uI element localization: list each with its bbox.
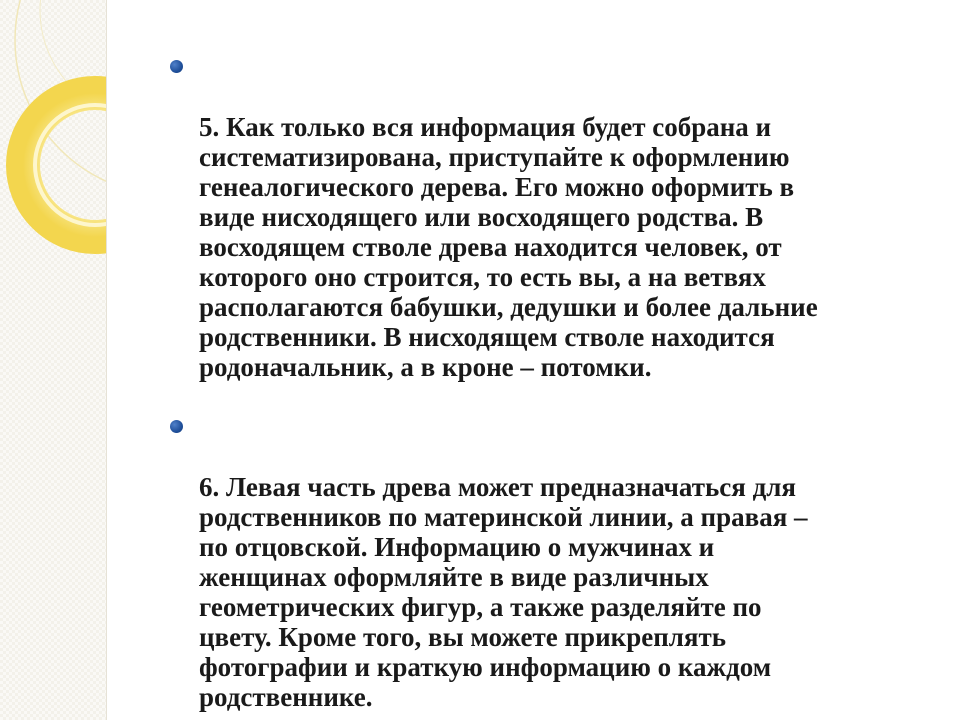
ring-decoration: [0, 0, 106, 720]
decorative-sidebar: [0, 0, 106, 720]
bullet-icon: [170, 60, 183, 73]
bullet-item-5: [170, 52, 930, 382]
slide-content: [170, 52, 930, 720]
bullet-item-empty: [170, 714, 930, 720]
bullet-text: 6. Левая часть древа может предназначаться для родственников по материнской линии, а правая – по отцовской. Информацию о мужчинах и женщинах оформляйте в виде различных геометрических фигур, а также разделяйте по цвету. Кроме того, вы можете прикреплять фотографии и краткую информацию о каждом родственнике.: [199, 472, 808, 712]
bullet-icon: [170, 420, 183, 433]
sidebar-divider: [106, 0, 107, 720]
bullet-text: 5. Как только вся информация будет собрана и систематизирована, приступайте к оформлению генеалогического дерева. Его можно оформить в виде нисходящего или восходящего родства. В восходящем стволе древа находится человек, от которого оно строится, то есть вы, а на ветвях располагаются бабушки, дедушки и более дальние родственники. В нисходящем стволе находится родоначальник, а в кроне – потомки.: [199, 112, 818, 382]
bullet-item-6: [170, 412, 930, 712]
